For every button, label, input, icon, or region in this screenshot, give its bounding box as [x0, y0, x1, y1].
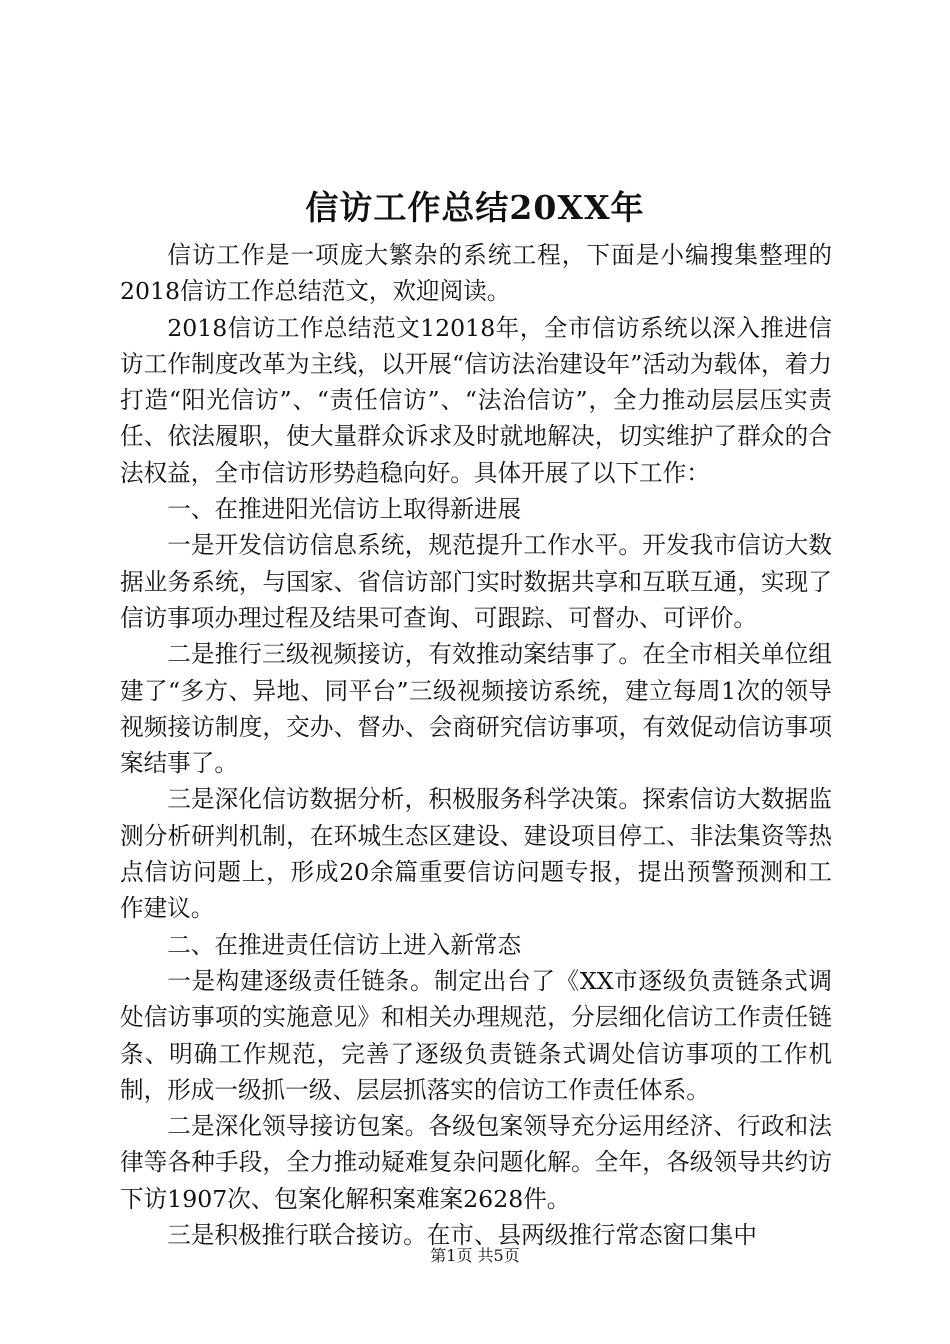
paragraph-item: 三是深化信访数据分析，积极服务科学决策。探索信访大数据监测分析研判机制，在环城生态区建设、建设项目停工、非法集资等热点信访问题上，形成20余篇重要信访问题专报，提出预警预测和工作建议。 — [120, 785, 832, 923]
paragraph-intro: 信访工作是一项庞大繁杂的系统工程，下面是小编搜集整理的2018信访工作总结范文，欢迎阅读。 — [120, 241, 832, 306]
section-heading-1: 一、在推进阳光信访上取得新进展 — [167, 495, 522, 524]
section-heading-2: 二、在推进责任信访上进入新常态 — [167, 930, 522, 959]
document-body — [120, 237, 832, 1253]
paragraph-item: 三是积极推行联合接访。在市、县两级推行常态窗口集中 — [167, 1221, 758, 1250]
paragraph-item: 二是推行三级视频接访，有效推动案结事了。在全市相关单位组建了“多方、异地、同平台”三级视频接访系统，建立每周1次的领导视频接访制度，交办、督办、会商研究信访事项，有效促动信访事项案结事了。 — [120, 640, 832, 778]
paragraph-item: 二是深化领导接访包案。各级包案领导充分运用经济、行政和法律等各种手段，全力推动疑难复杂问题化解。全年，各级领导共约访下访1907次、包案化解积案难案2628件。 — [120, 1112, 832, 1213]
page-number-footer: 第1页 共5页 — [430, 1246, 520, 1265]
document-title: 信访工作总结20XX年 — [305, 188, 645, 227]
paragraph-item: 一是构建逐级责任链条。制定出台了《XX市逐级负责链条式调处信访事项的实施意见》和相关办理规范，分层细化信访工作责任链条、明确工作规范，完善了逐级负责链条式调处信访事项的工作机制，形成一级抓一级、层层抓落实的信访工作责任体系。 — [120, 966, 832, 1104]
paragraph-item: 一是开发信访信息系统，规范提升工作水平。开发我市信访大数据业务系统，与国家、省信访部门实时数据共享和互联互通，实现了信访事项办理过程及结果可查询、可跟踪、可督办、可评价。 — [120, 531, 832, 632]
paragraph-overview: 2018信访工作总结范文12018年，全市信访系统以深入推进信访工作制度改革为主线，以开展“信访法治建设年”活动为载体，着力打造“阳光信访”、“责任信访”、“法治信访”，全力推动层层压实责任、依法履职，使大量群众诉求及时就地解决，切实维护了群众的合法权益，全市信访形势趋稳向好。具体开展了以下工作： — [120, 313, 832, 487]
